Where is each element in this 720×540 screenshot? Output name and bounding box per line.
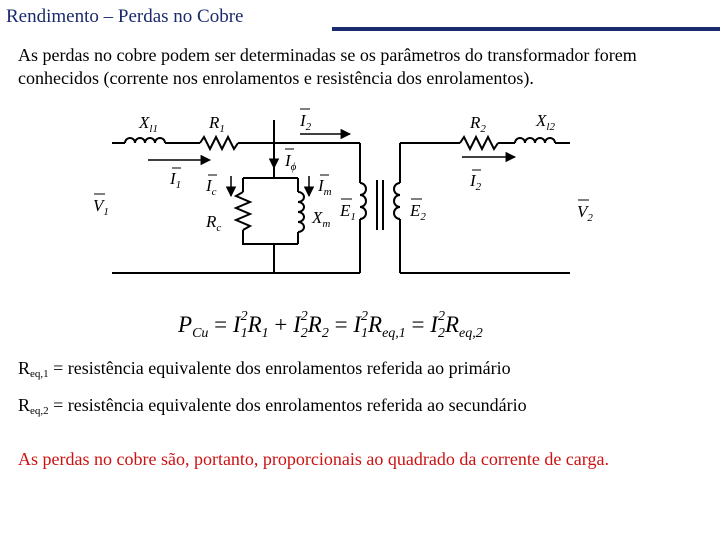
xl1-inductor xyxy=(125,138,165,143)
r1-resistor xyxy=(200,137,238,149)
xl1-label: $X_{l1}$ xyxy=(139,113,158,135)
transformer-primary-winding xyxy=(360,183,366,219)
e2-label: $E_2$ xyxy=(410,201,426,223)
intro-paragraph: As perdas no cobre podem ser determinadas se os parâmetros do transformador forem conhecidos (corrente nos enrolamentos e resistência dos enrolamentos). xyxy=(18,45,637,88)
definition-req1: $R_{eq,1}$ = resistência equivalente dos enrolamentos referida ao primário xyxy=(18,358,511,380)
r2-resistor xyxy=(460,137,498,149)
slide-title: Rendimento – Perdas no Cobre xyxy=(6,6,244,27)
ic-label: $I_c$ xyxy=(206,176,217,198)
svg-text:PCu = I21R1 + I22R2 = I21Req,1: $P_{Cu} = I^2$ $1R_1 + I^2$ $2R_2 = I^2$ $1R_{eq,1} = I^2$ $2R_{eq,2}$ xyxy=(178,309,483,341)
rc-label: $R_c$ xyxy=(206,212,222,234)
r2-label: $R_2$ xyxy=(470,113,486,135)
rc-resistor xyxy=(236,192,250,230)
i2-label: $I_2$ xyxy=(470,171,482,193)
transformer-secondary-winding xyxy=(394,183,400,219)
e1-label: $E_1$ xyxy=(340,201,356,223)
definition-req2: $R_{eq,2}$ = resistência equivalente dos enrolamentos referida ao secundário xyxy=(18,395,527,417)
xl2-label: $X_{l2}$ xyxy=(536,111,555,133)
r1-label: $R_1$ xyxy=(209,113,225,135)
xl2-inductor xyxy=(515,138,555,143)
i1-label: $I_1$ xyxy=(170,169,182,191)
transformer-core xyxy=(377,180,383,230)
xm-label: $X_m$ xyxy=(312,208,331,230)
iphi-label: $I_\phi$ xyxy=(285,151,297,173)
i2prime-label: $I_2$ xyxy=(300,111,312,133)
xm-inductor xyxy=(298,192,304,232)
copper-loss-equation xyxy=(177,309,483,341)
v1-label: $V_1$ xyxy=(93,196,109,218)
im-label: $I_m$ xyxy=(318,176,332,198)
conclusion-statement: As perdas no cobre são, portanto, proporcionais ao quadrado da corrente de carga. xyxy=(18,449,609,469)
v2-label: $V_2$ xyxy=(577,202,593,224)
